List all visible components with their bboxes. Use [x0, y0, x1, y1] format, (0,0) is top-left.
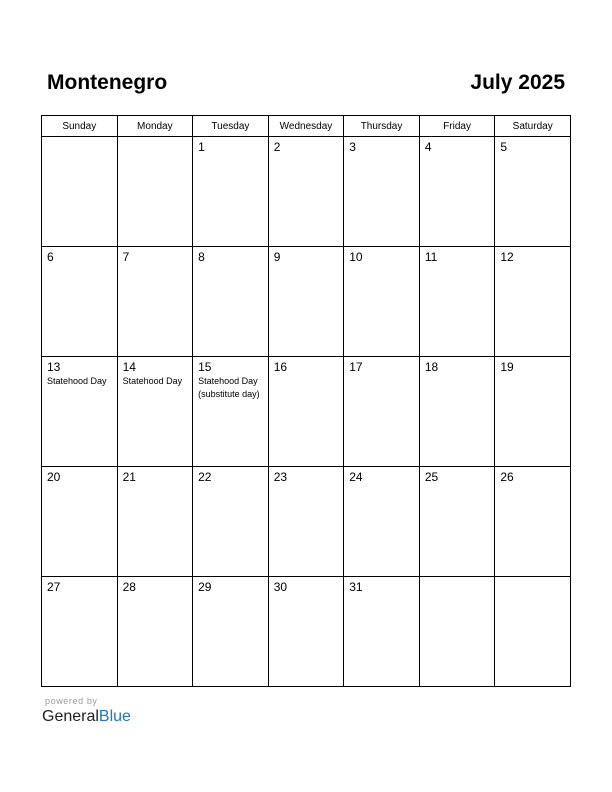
empty-day-cell — [495, 577, 571, 687]
day-cell — [42, 247, 118, 357]
day-number: 19 — [500, 360, 514, 374]
day-number: 25 — [424, 470, 439, 484]
day-cell — [495, 137, 571, 247]
weekday-header: Wednesday — [268, 116, 344, 137]
day-cell — [268, 137, 344, 247]
weekday-header: Sunday — [42, 116, 118, 137]
weekday-header: Saturday — [495, 116, 571, 137]
day-number: 8 — [198, 250, 205, 264]
day-cell — [117, 467, 193, 577]
week-row — [42, 577, 571, 687]
day-number: 1 — [198, 140, 205, 154]
day-number: 21 — [122, 470, 136, 484]
week-row — [42, 247, 571, 357]
day-number: 29 — [198, 580, 212, 594]
brand-blue-text: Blue — [98, 708, 131, 725]
day-number: 28 — [122, 580, 136, 594]
day-number: 6 — [47, 250, 54, 264]
week-row — [42, 357, 571, 467]
day-cell — [344, 467, 420, 577]
weekday-header: Thursday — [344, 116, 420, 137]
day-number: 9 — [273, 250, 281, 264]
day-number: 5 — [500, 140, 508, 154]
day-number: 13 — [47, 360, 61, 374]
day-cell — [193, 357, 269, 467]
day-number: 16 — [273, 360, 288, 374]
day-cell — [419, 247, 495, 357]
day-cell — [193, 467, 269, 577]
day-number: 12 — [500, 250, 514, 264]
day-cell — [42, 577, 118, 687]
empty-day-cell — [419, 577, 495, 687]
day-cell — [344, 577, 420, 687]
day-cell — [193, 247, 269, 357]
day-number: 14 — [122, 360, 136, 374]
country-title: Montenegro — [47, 71, 168, 94]
day-cell — [117, 577, 193, 687]
week-row — [42, 467, 571, 577]
calendar-grid — [41, 115, 571, 687]
weekday-header: Tuesday — [193, 116, 269, 137]
day-cell — [193, 137, 269, 247]
holiday-label: Statehood Day (substitute day) — [198, 376, 260, 399]
day-cell — [42, 357, 118, 467]
holiday-label: Statehood Day — [47, 376, 107, 386]
empty-day-cell — [117, 137, 193, 247]
day-cell — [344, 357, 420, 467]
day-cell — [419, 357, 495, 467]
day-cell — [117, 247, 193, 357]
day-number: 7 — [122, 250, 130, 264]
day-number: 22 — [198, 470, 212, 484]
day-number: 2 — [273, 140, 281, 154]
day-cell — [193, 577, 269, 687]
day-number: 11 — [424, 250, 438, 264]
day-cell — [495, 467, 571, 577]
day-number: 3 — [349, 140, 356, 154]
day-cell — [268, 577, 344, 687]
day-number: 24 — [349, 470, 363, 484]
day-cell — [268, 247, 344, 357]
month-year-title: July 2025 — [470, 71, 565, 94]
day-number: 10 — [349, 250, 363, 264]
day-cell — [495, 247, 571, 357]
day-number: 30 — [273, 580, 288, 594]
day-cell — [42, 467, 118, 577]
day-number: 20 — [47, 470, 61, 484]
weekday-header: Friday — [419, 116, 495, 137]
weekday-header-row — [42, 116, 571, 137]
day-number: 23 — [273, 470, 288, 484]
day-cell — [495, 357, 571, 467]
day-cell — [268, 357, 344, 467]
holiday-label: Statehood Day — [122, 376, 183, 386]
day-number: 27 — [47, 580, 61, 594]
day-cell — [344, 247, 420, 357]
brand-general-text: General — [42, 708, 99, 725]
generalblue-logo — [42, 708, 131, 726]
week-row — [42, 137, 571, 247]
day-number: 31 — [349, 580, 363, 594]
day-cell — [419, 467, 495, 577]
day-cell — [268, 467, 344, 577]
powered-by-label: powered by — [45, 696, 98, 706]
day-number: 15 — [198, 360, 212, 374]
day-cell — [344, 137, 420, 247]
day-number: 26 — [500, 470, 514, 484]
day-cell — [419, 137, 495, 247]
empty-day-cell — [42, 137, 118, 247]
day-number: 4 — [424, 140, 432, 154]
day-number: 18 — [424, 360, 439, 374]
day-number: 17 — [349, 360, 363, 374]
day-cell — [117, 357, 193, 467]
weekday-header: Monday — [117, 116, 193, 137]
